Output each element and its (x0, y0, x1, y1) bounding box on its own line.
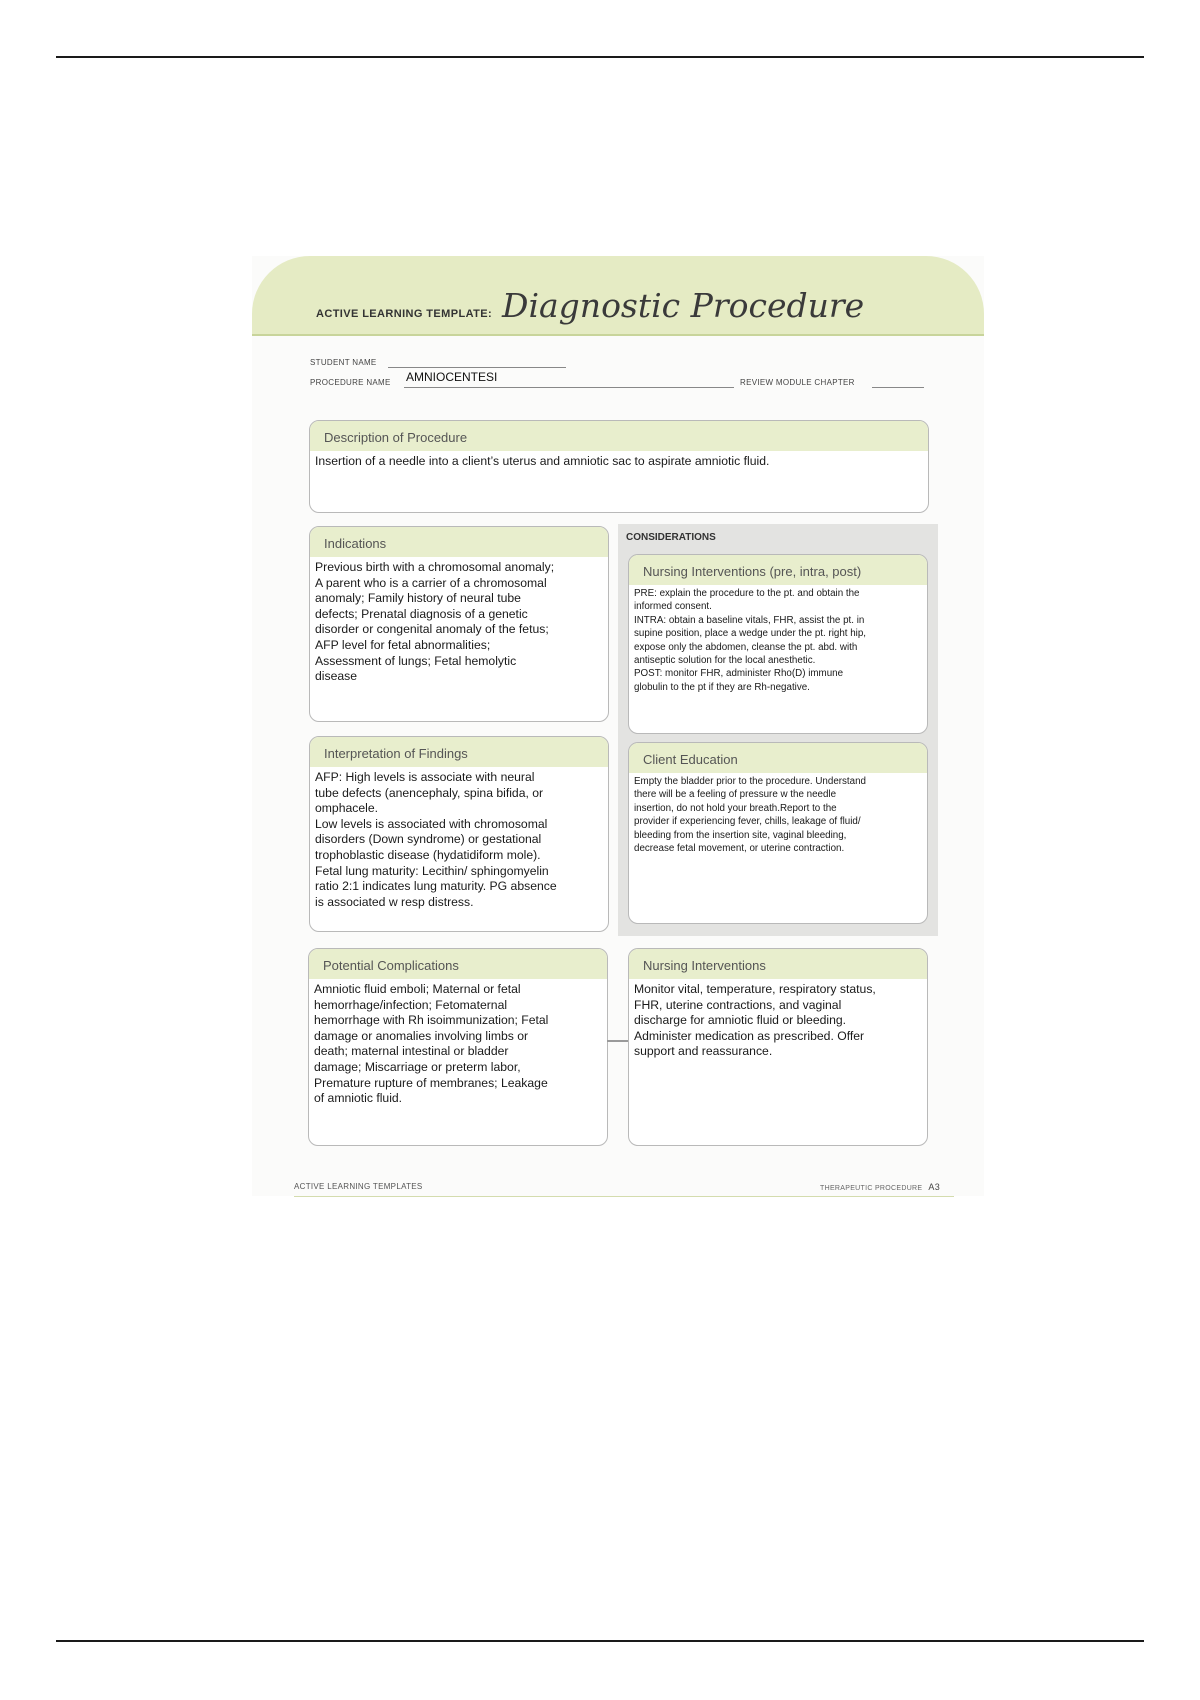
nursing-pip-line: informed consent. (634, 601, 712, 613)
indications-line: Previous birth with a chromosomal anomaly; (315, 560, 555, 574)
nursing-interventions-line: support and reassurance. (634, 1044, 773, 1059)
complications-line: of amniotic fluid. (314, 1091, 403, 1106)
top-rule (56, 56, 1144, 58)
student-name-label: STUDENT NAME (310, 358, 377, 367)
nursing-interventions-pip-heading: Nursing Interventions (pre, intra, post) (629, 555, 927, 585)
description-box (309, 420, 929, 513)
client-education-line: provider if experiencing fever, chills, leakage of fluid/ (634, 816, 861, 828)
complications-line: Amniotic fluid emboli; Maternal or fetal (314, 982, 521, 996)
nursing-interventions-line: discharge for amniotic fluid or bleeding. (634, 1013, 847, 1028)
procedure-name-line (404, 387, 734, 388)
client-education-heading: Client Education (629, 743, 927, 773)
nursing-pip-line: supine position, place a wedge under the pt. right hip, (634, 628, 867, 640)
interpretation-line: omphacele. (315, 801, 379, 816)
nursing-interventions-line: Administer medication as prescribed. Offer (634, 1028, 865, 1043)
complications-box (308, 948, 608, 1146)
box-connector (607, 1040, 629, 1042)
complications-line: hemorrhage with Rh isoimmunization; Fetal (314, 1013, 549, 1028)
client-education-line: Empty the bladder prior to the procedure. Understand (634, 776, 866, 787)
interpretation-line: Low levels is associated with chromosomal (315, 816, 548, 831)
nursing-pip-line: globulin to the pt if they are Rh-negative. (634, 681, 810, 693)
description-line: Insertion of a needle into a client’s uterus and amniotic sac to aspirate amniotic fluid. (315, 454, 770, 468)
indications-box (309, 526, 609, 722)
student-name-line (388, 367, 566, 368)
interpretation-line: Fetal lung maturity: Lecithin/ sphingomyelin (315, 863, 549, 878)
footer-right-label (820, 1182, 940, 1192)
procedure-name-field[interactable]: AMNIOCENTESI (406, 370, 498, 384)
client-education-line: insertion, do not hold your breath.Report to the (634, 802, 837, 814)
bottom-rule (56, 1640, 1144, 1642)
footer-rule (294, 1196, 954, 1197)
client-education-line: bleeding from the insertion site, vaginal bleeding, (634, 829, 847, 841)
nursing-pip-line: INTRA: obtain a baseline vitals, FHR, assist the pt. in (634, 614, 865, 626)
nursing-interventions-line: FHR, uterine contractions, and vaginal (634, 997, 842, 1012)
nursing-pip-line: POST: monitor FHR, administer Rho(D) immune (634, 668, 844, 680)
complications-line: Premature rupture of membranes; Leakage (314, 1075, 548, 1090)
nursing-pip-line: antiseptic solution for the local anesthetic. (634, 655, 816, 667)
indications-line: AFP level for fetal abnormalities; (315, 637, 491, 652)
client-education-line: there will be a feeling of pressure w the needle (634, 789, 837, 801)
complications-line: damage; Miscarriage or preterm labor, (314, 1059, 521, 1074)
footer-section-label: THERAPEUTIC PROCEDURE (820, 1185, 923, 1192)
nursing-interventions-line: Monitor vital, temperature, respiratory status, (634, 982, 876, 996)
template-sheet (252, 256, 984, 1196)
nursing-pip-line: expose only the abdomen, cleanse the pt. abd. with (634, 641, 858, 653)
review-module-line (872, 387, 924, 388)
description-heading: Description of Procedure (310, 421, 928, 451)
nursing-interventions-body (629, 979, 927, 1064)
page-number: A3 (928, 1182, 940, 1192)
review-module-label: REVIEW MODULE CHAPTER (740, 378, 855, 387)
interpretation-line: is associated w resp distress. (315, 894, 474, 909)
client-education-box (628, 742, 928, 924)
description-body (310, 451, 928, 474)
interpretation-line: disorders (Down syndrome) or gestational (315, 832, 542, 847)
considerations-panel (618, 524, 938, 936)
complications-heading: Potential Complications (309, 949, 607, 979)
indications-line: disease (315, 669, 358, 684)
complications-line: hemorrhage/infection; Fetomaternal (314, 997, 508, 1012)
client-education-line: decrease fetal movement, or uterine contraction. (634, 843, 845, 855)
indications-line: defects; Prenatal diagnosis of a genetic (315, 606, 528, 621)
client-education-body (629, 773, 927, 859)
complications-line: death; maternal intestinal or bladder (314, 1044, 509, 1059)
interpretation-heading: Interpretation of Findings (310, 737, 608, 767)
considerations-label: CONSIDERATIONS (626, 532, 716, 543)
nursing-interventions-heading: Nursing Interventions (629, 949, 927, 979)
interpretation-line: trophoblastic disease (hydatidiform mole). (315, 847, 541, 862)
nursing-pip-line: PRE: explain the procedure to the pt. and obtain the (634, 588, 860, 599)
template-header (252, 256, 984, 336)
indications-body (310, 557, 608, 689)
nursing-interventions-pip-box (628, 554, 928, 734)
template-kicker: ACTIVE LEARNING TEMPLATE: (316, 308, 493, 320)
nursing-interventions-pip-body (629, 585, 927, 698)
interpretation-box (309, 736, 609, 932)
indications-line: disorder or congenital anomaly of the fetus; (315, 622, 549, 637)
nursing-interventions-box (628, 948, 928, 1146)
complications-line: damage or anomalies involving limbs or (314, 1028, 529, 1043)
complications-body (309, 979, 607, 1111)
indications-heading: Indications (310, 527, 608, 557)
indications-line: Assessment of lungs; Fetal hemolytic (315, 653, 517, 668)
procedure-name-label: PROCEDURE NAME (310, 378, 391, 387)
indications-line: A parent who is a carrier of a chromosomal (315, 575, 547, 590)
interpretation-line: tube defects (anencephaly, spina bifida, or (315, 785, 544, 800)
interpretation-line: ratio 2:1 indicates lung maturity. PG absence (315, 879, 557, 894)
template-title: Diagnostic Procedure (502, 286, 865, 325)
indications-line: anomaly; Family history of neural tube (315, 591, 521, 606)
interpretation-body (310, 767, 608, 914)
footer-left-label: ACTIVE LEARNING TEMPLATES (294, 1182, 423, 1191)
interpretation-line: AFP: High levels is associate with neural (315, 770, 535, 784)
